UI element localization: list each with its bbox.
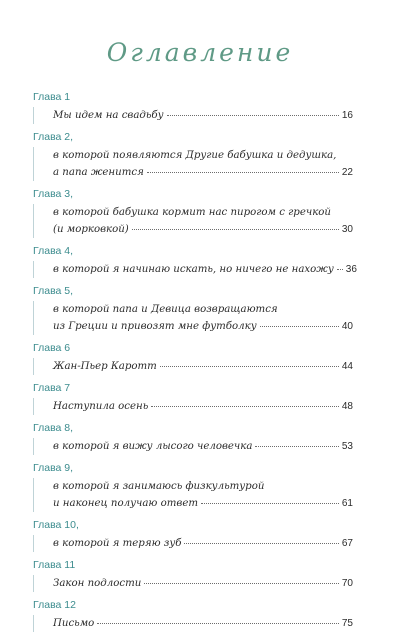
chapter-title-line [53, 147, 353, 164]
chapter-title-text: из Греции и привозят мне футболку [53, 321, 257, 332]
chapter-title-line [53, 164, 353, 181]
chapter-title-text: в которой я занимаюсь физкультурой [53, 481, 265, 492]
page-number: 30 [341, 224, 353, 235]
dot-leader [337, 269, 343, 270]
page-number: 70 [341, 578, 353, 589]
chapter-label: Глава 1 [33, 91, 71, 103]
toc-entry [33, 244, 357, 278]
chapter-title-line [53, 204, 353, 221]
chapter-title-text: и наконец получаю ответ [53, 498, 199, 509]
chapter-label: Глава 11 [33, 559, 76, 571]
chapter-label: Глава 7 [33, 382, 71, 394]
chapter-title-text: Письмо [53, 618, 95, 629]
chapter-title-block [33, 261, 357, 278]
chapter-title-line [53, 261, 357, 278]
chapter-title-line [53, 478, 353, 495]
toc-entry [33, 284, 353, 335]
chapter-title-block [33, 535, 353, 552]
toc-entry [33, 558, 353, 592]
chapter-title-block [33, 398, 353, 415]
page-number: 75 [341, 618, 353, 629]
chapter-title-text: в которой бабушка кормит нас пирогом с гречкой [53, 207, 331, 218]
chapter-title-line [53, 221, 353, 238]
chapter-title-line [53, 301, 353, 318]
dot-leader [97, 623, 339, 624]
dot-leader [147, 172, 339, 173]
dot-leader [167, 115, 339, 116]
chapter-title-block [33, 147, 353, 181]
chapter-title-line [53, 358, 353, 375]
chapter-title-text: Жан-Пьер Каротт [53, 361, 157, 372]
chapter-title-text: в которой папа и Девица возвращаются [53, 304, 278, 315]
chapter-title-text: (и морковкой) [53, 224, 129, 235]
table-of-contents [33, 90, 357, 638]
toc-entry [33, 421, 353, 455]
page-number: 40 [341, 321, 353, 332]
chapter-label: Глава 12 [33, 599, 76, 611]
chapter-title-block [33, 478, 353, 512]
dot-leader [184, 543, 338, 544]
chapter-title-line [53, 535, 353, 552]
chapter-title-block [33, 107, 353, 124]
chapter-title-text: Наступила осень [53, 401, 149, 412]
chapter-title-block [33, 575, 353, 592]
dot-leader [255, 446, 338, 447]
dot-leader [132, 229, 339, 230]
dot-leader [260, 326, 339, 327]
toc-entry [33, 518, 353, 552]
chapter-title-block [33, 204, 353, 238]
page-number: 44 [341, 361, 353, 372]
dot-leader [201, 503, 339, 504]
chapter-label: Глава 10, [33, 519, 79, 531]
chapter-title-block [33, 358, 353, 375]
page-number: 16 [341, 110, 353, 121]
page-number: 36 [345, 264, 357, 275]
chapter-title-text: в которой я теряю зуб [53, 538, 182, 549]
chapter-label: Глава 3, [33, 188, 74, 200]
toc-entry [33, 90, 353, 124]
chapter-label: Глава 8, [33, 422, 74, 434]
chapter-title-text: Мы идем на свадьбу [53, 110, 164, 121]
chapter-title-text: а папа женится [53, 167, 144, 178]
chapter-title-block [33, 301, 353, 335]
chapter-title-text: в которой я вижу лысого человечка [53, 441, 253, 452]
dot-leader [144, 583, 339, 584]
page-number: 61 [341, 498, 353, 509]
chapter-label: Глава 2, [33, 131, 74, 143]
chapter-label: Глава 9, [33, 462, 74, 474]
dot-leader [160, 366, 339, 367]
chapter-label: Глава 4, [33, 245, 74, 257]
toc-entry [33, 187, 353, 238]
page-number: 53 [341, 441, 353, 452]
chapter-title-text: Закон подлости [53, 578, 142, 589]
page-number: 67 [341, 538, 353, 549]
chapter-title-block [33, 615, 353, 632]
chapter-title-line [53, 107, 353, 124]
dot-leader [151, 406, 339, 407]
chapter-title-line [53, 575, 353, 592]
page-number: 22 [341, 167, 353, 178]
chapter-title-line [53, 398, 353, 415]
chapter-title-text: в которой появляются Другие бабушка и дедушка, [53, 150, 337, 161]
chapter-title-line [53, 438, 353, 455]
page-title: Оглавление [106, 38, 294, 67]
chapter-title-text: в которой я начинаю искать, но ничего не нахожу [53, 264, 334, 275]
page-number: 48 [341, 401, 353, 412]
chapter-label: Глава 5, [33, 285, 74, 297]
toc-entry [33, 598, 353, 632]
toc-entry [33, 461, 353, 512]
chapter-label: Глава 6 [33, 342, 71, 354]
toc-entry [33, 341, 353, 375]
chapter-title-line [53, 495, 353, 512]
chapter-title-line [53, 318, 353, 335]
toc-entry [33, 130, 353, 181]
chapter-title-block [33, 438, 353, 455]
toc-entry [33, 381, 353, 415]
chapter-title-line [53, 615, 353, 632]
